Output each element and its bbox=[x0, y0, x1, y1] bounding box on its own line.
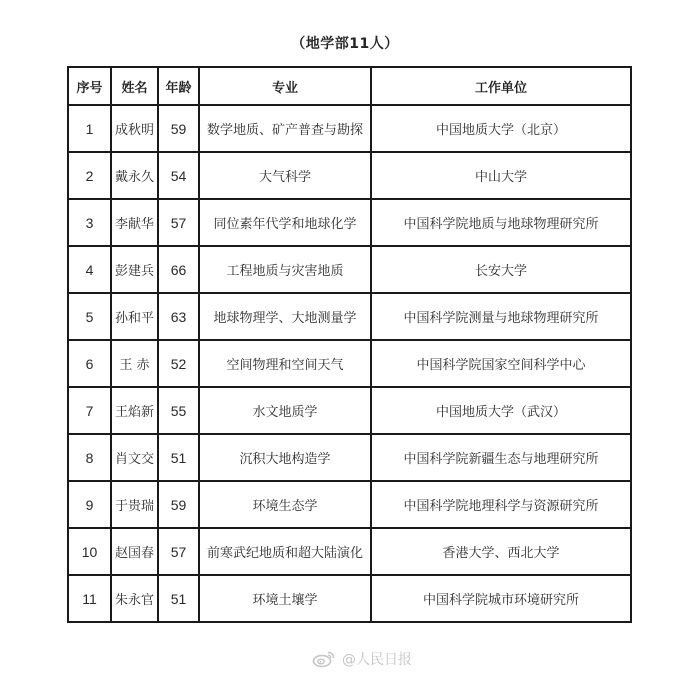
cell-age: 59 bbox=[158, 105, 199, 152]
cell-age: 51 bbox=[158, 434, 199, 481]
cell-name: 王焰新 bbox=[111, 387, 158, 434]
cell-major: 同位素年代学和地球化学 bbox=[199, 199, 371, 246]
table-row bbox=[68, 152, 631, 199]
source-watermark bbox=[312, 648, 412, 670]
table-row bbox=[68, 293, 631, 340]
cell-workplace: 中国地质大学（北京） bbox=[371, 105, 631, 152]
cell-index: 3 bbox=[68, 199, 111, 246]
cell-name: 戴永久 bbox=[111, 152, 158, 199]
cell-index: 11 bbox=[68, 575, 111, 622]
cell-workplace: 中国地质大学（武汉） bbox=[371, 387, 631, 434]
cell-workplace: 中国科学院地质与地球物理研究所 bbox=[371, 199, 631, 246]
header-major: 专业 bbox=[199, 67, 371, 105]
cell-name: 彭建兵 bbox=[111, 246, 158, 293]
table-caption: （地学部11人） bbox=[291, 36, 399, 52]
cell-index: 9 bbox=[68, 481, 111, 528]
table-row bbox=[68, 434, 631, 481]
header-age: 年龄 bbox=[158, 67, 199, 105]
cell-index: 7 bbox=[68, 387, 111, 434]
cell-major: 前寒武纪地质和超大陆演化 bbox=[199, 528, 371, 575]
cell-major: 数学地质、矿产普查与勘探 bbox=[199, 105, 371, 152]
cell-index: 6 bbox=[68, 340, 111, 387]
table-row bbox=[68, 528, 631, 575]
cell-workplace: 中山大学 bbox=[371, 152, 631, 199]
cell-index: 1 bbox=[68, 105, 111, 152]
header-workplace: 工作单位 bbox=[371, 67, 631, 105]
cell-major: 沉积大地构造学 bbox=[199, 434, 371, 481]
cell-age: 63 bbox=[158, 293, 199, 340]
cell-major: 工程地质与灾害地质 bbox=[199, 246, 371, 293]
table-row bbox=[68, 246, 631, 293]
cell-workplace: 中国科学院新疆生态与地理研究所 bbox=[371, 434, 631, 481]
cell-major: 环境土壤学 bbox=[199, 575, 371, 622]
table-row bbox=[68, 105, 631, 152]
cell-age: 66 bbox=[158, 246, 199, 293]
cell-name: 李献华 bbox=[111, 199, 158, 246]
cell-workplace: 长安大学 bbox=[371, 246, 631, 293]
cell-major: 水文地质学 bbox=[199, 387, 371, 434]
cell-name: 成秋明 bbox=[111, 105, 158, 152]
cell-major: 地球物理学、大地测量学 bbox=[199, 293, 371, 340]
cell-name: 肖文交 bbox=[111, 434, 158, 481]
cell-major: 空间物理和空间天气 bbox=[199, 340, 371, 387]
cell-index: 8 bbox=[68, 434, 111, 481]
cell-index: 2 bbox=[68, 152, 111, 199]
header-index: 序号 bbox=[68, 67, 111, 105]
cell-age: 59 bbox=[158, 481, 199, 528]
cell-name: 孙和平 bbox=[111, 293, 158, 340]
table-row bbox=[68, 481, 631, 528]
weibo-icon bbox=[312, 650, 336, 668]
cell-age: 57 bbox=[158, 199, 199, 246]
header-name: 姓名 bbox=[111, 67, 158, 105]
table-header-row bbox=[68, 67, 631, 105]
cell-workplace: 中国科学院测量与地球物理研究所 bbox=[371, 293, 631, 340]
table-row bbox=[68, 199, 631, 246]
cell-age: 55 bbox=[158, 387, 199, 434]
cell-age: 51 bbox=[158, 575, 199, 622]
cell-major: 大气科学 bbox=[199, 152, 371, 199]
cell-index: 5 bbox=[68, 293, 111, 340]
cell-age: 57 bbox=[158, 528, 199, 575]
academician-table bbox=[67, 66, 632, 623]
cell-name: 王 赤 bbox=[111, 340, 158, 387]
watermark-text: @人民日报 bbox=[342, 652, 412, 668]
cell-workplace: 中国科学院地理科学与资源研究所 bbox=[371, 481, 631, 528]
cell-age: 52 bbox=[158, 340, 199, 387]
cell-workplace: 香港大学、西北大学 bbox=[371, 528, 631, 575]
cell-name: 赵国春 bbox=[111, 528, 158, 575]
cell-age: 54 bbox=[158, 152, 199, 199]
table-row bbox=[68, 575, 631, 622]
cell-index: 10 bbox=[68, 528, 111, 575]
cell-name: 于贵瑞 bbox=[111, 481, 158, 528]
cell-name: 朱永官 bbox=[111, 575, 158, 622]
table-row bbox=[68, 387, 631, 434]
cell-index: 4 bbox=[68, 246, 111, 293]
cell-workplace: 中国科学院城市环境研究所 bbox=[371, 575, 631, 622]
cell-major: 环境生态学 bbox=[199, 481, 371, 528]
cell-workplace: 中国科学院国家空间科学中心 bbox=[371, 340, 631, 387]
table-row bbox=[68, 340, 631, 387]
